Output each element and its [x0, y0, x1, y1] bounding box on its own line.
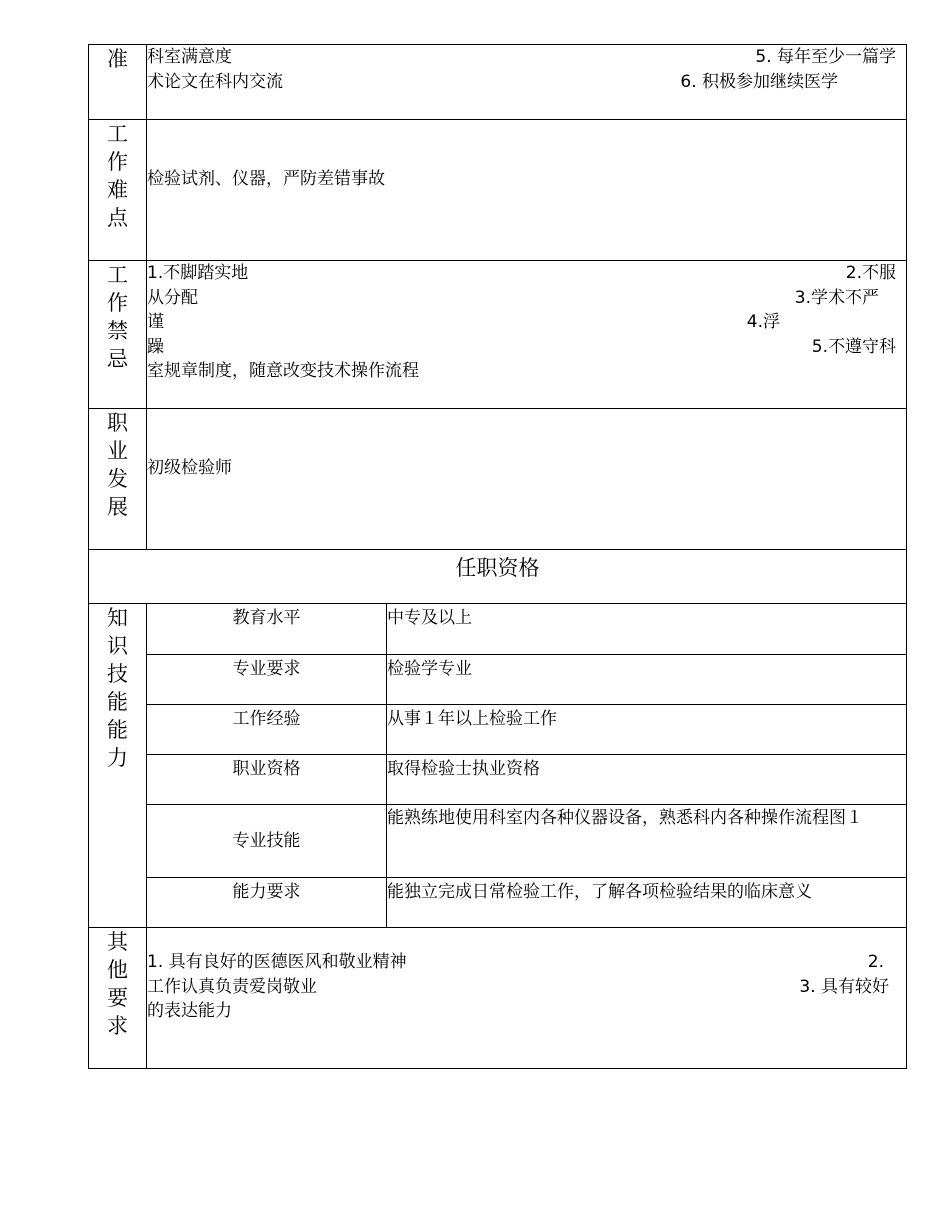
standard-line2-left: 术论文在科内交流: [147, 71, 283, 92]
standard-content: [147, 45, 907, 120]
label-char: 要: [107, 986, 128, 1010]
label-char: 职: [107, 411, 128, 435]
table-row: [147, 654, 906, 704]
taboo-line2-left: 从分配: [147, 287, 198, 308]
taboo-line3-right: 4.浮: [746, 312, 780, 332]
qualification-title: 任职资格: [455, 556, 540, 580]
other-content: [147, 928, 907, 1069]
job-description-table: [88, 44, 907, 1069]
other-row: [89, 928, 907, 1069]
qual-value-text: 从事１年以上检验工作: [387, 708, 557, 729]
table-row: [147, 604, 906, 654]
taboo-content: [147, 261, 907, 409]
label-char: 发: [107, 467, 128, 491]
qual-value-text: 中专及以上: [387, 608, 472, 628]
difficulty-text: 检验试剂、仪器，严防差错事故: [147, 168, 385, 189]
qual-key: [147, 704, 387, 754]
label-char: 忌: [107, 347, 128, 371]
taboo-line1-left: 1.不脚踏实地: [147, 263, 249, 283]
qual-value-text: 取得检验士执业资格: [387, 758, 540, 779]
qual-value: [387, 754, 907, 804]
label-char: 技: [107, 662, 128, 686]
other-line2-left: 工作认真负责爱岗敬业: [147, 976, 317, 997]
label-char: 点: [107, 206, 128, 230]
qual-key-text: 职业资格: [232, 758, 301, 779]
qual-value: [387, 604, 907, 654]
label-char: 难: [107, 178, 128, 202]
taboo-line2-right: 3.学术不严: [794, 287, 879, 308]
label-char: 作: [107, 291, 128, 315]
label-char: 作: [107, 150, 128, 174]
qual-key-text: 专业要求: [232, 658, 301, 679]
taboo-row: [89, 261, 907, 409]
qualification-label: [89, 604, 147, 928]
qual-key: [147, 654, 387, 704]
qual-key: [147, 604, 387, 654]
table-row: [147, 877, 906, 927]
table-row: [147, 704, 906, 754]
label-char: 工: [107, 263, 128, 287]
qualification-header: [89, 550, 907, 604]
label-char: 求: [107, 1014, 128, 1038]
qual-key: [147, 877, 387, 927]
difficulty-label: [89, 120, 147, 261]
label-char: 识: [107, 634, 128, 658]
standard-label: [89, 45, 147, 120]
label-char: 力: [107, 746, 128, 770]
other-label: [89, 928, 147, 1069]
qualification-header-row: [89, 550, 907, 604]
other-line1-right: 2.: [867, 952, 884, 972]
standard-row: [89, 45, 907, 120]
qual-key: [147, 754, 387, 804]
qual-value-text: 能熟练地使用科室内各种仪器设备，熟悉科内各种操作流程图１: [387, 807, 863, 828]
standard-line2-right: 6. 积极参加继续医学: [680, 71, 838, 92]
label-char: 禁: [107, 319, 128, 343]
qual-value-text: 能独立完成日常检验工作，了解各项检验结果的临床意义: [387, 881, 812, 902]
label-char: 业: [107, 439, 128, 463]
label-char: 工: [107, 122, 128, 146]
difficulty-content: [147, 120, 907, 261]
qual-value: [387, 877, 907, 927]
label-char: 他: [107, 958, 128, 982]
qualification-row: [89, 604, 907, 928]
standard-line1-left: 科室满意度: [147, 47, 232, 67]
table-row: [147, 754, 906, 804]
taboo-label: [89, 261, 147, 409]
other-line2-right: 3. 具有较好: [799, 976, 889, 997]
taboo-line3-left: 谨: [147, 312, 164, 332]
qual-key-text: 工作经验: [232, 708, 301, 729]
difficulty-row: [89, 120, 907, 261]
career-label: [89, 409, 147, 550]
qual-key-text: 能力要求: [232, 881, 301, 902]
other-line3: 的表达能力: [147, 1001, 232, 1021]
label-char: 能: [107, 690, 128, 714]
qualification-table: [147, 604, 906, 927]
qual-key-text: 专业技能: [232, 830, 301, 851]
qual-value: [387, 654, 907, 704]
table-row: [147, 804, 906, 877]
career-text: 初级检验师: [147, 457, 232, 478]
label-char: 能: [107, 718, 128, 742]
label-char: 展: [107, 495, 128, 519]
taboo-line4-right: 5.不遵守科: [811, 336, 896, 357]
label-char: 其: [107, 930, 128, 954]
qual-value: [387, 704, 907, 754]
standard-line1-right: 5. 每年至少一篇学: [755, 47, 896, 67]
career-content: [147, 409, 907, 550]
qualification-content: [147, 604, 907, 928]
taboo-line4-left: 躁: [147, 336, 164, 357]
other-line1-left: 1. 具有良好的医德医风和敬业精神: [147, 952, 407, 972]
taboo-line5: 室规章制度，随意改变技术操作流程: [147, 361, 419, 381]
taboo-line1-right: 2.不服: [845, 263, 896, 283]
qual-value-text: 检验学专业: [387, 658, 472, 679]
qual-value: [387, 804, 907, 877]
label-char: 知: [107, 606, 128, 630]
qual-key-text: 教育水平: [232, 608, 301, 628]
career-row: [89, 409, 907, 550]
label-char: 准: [107, 47, 128, 71]
qual-key: [147, 804, 387, 877]
